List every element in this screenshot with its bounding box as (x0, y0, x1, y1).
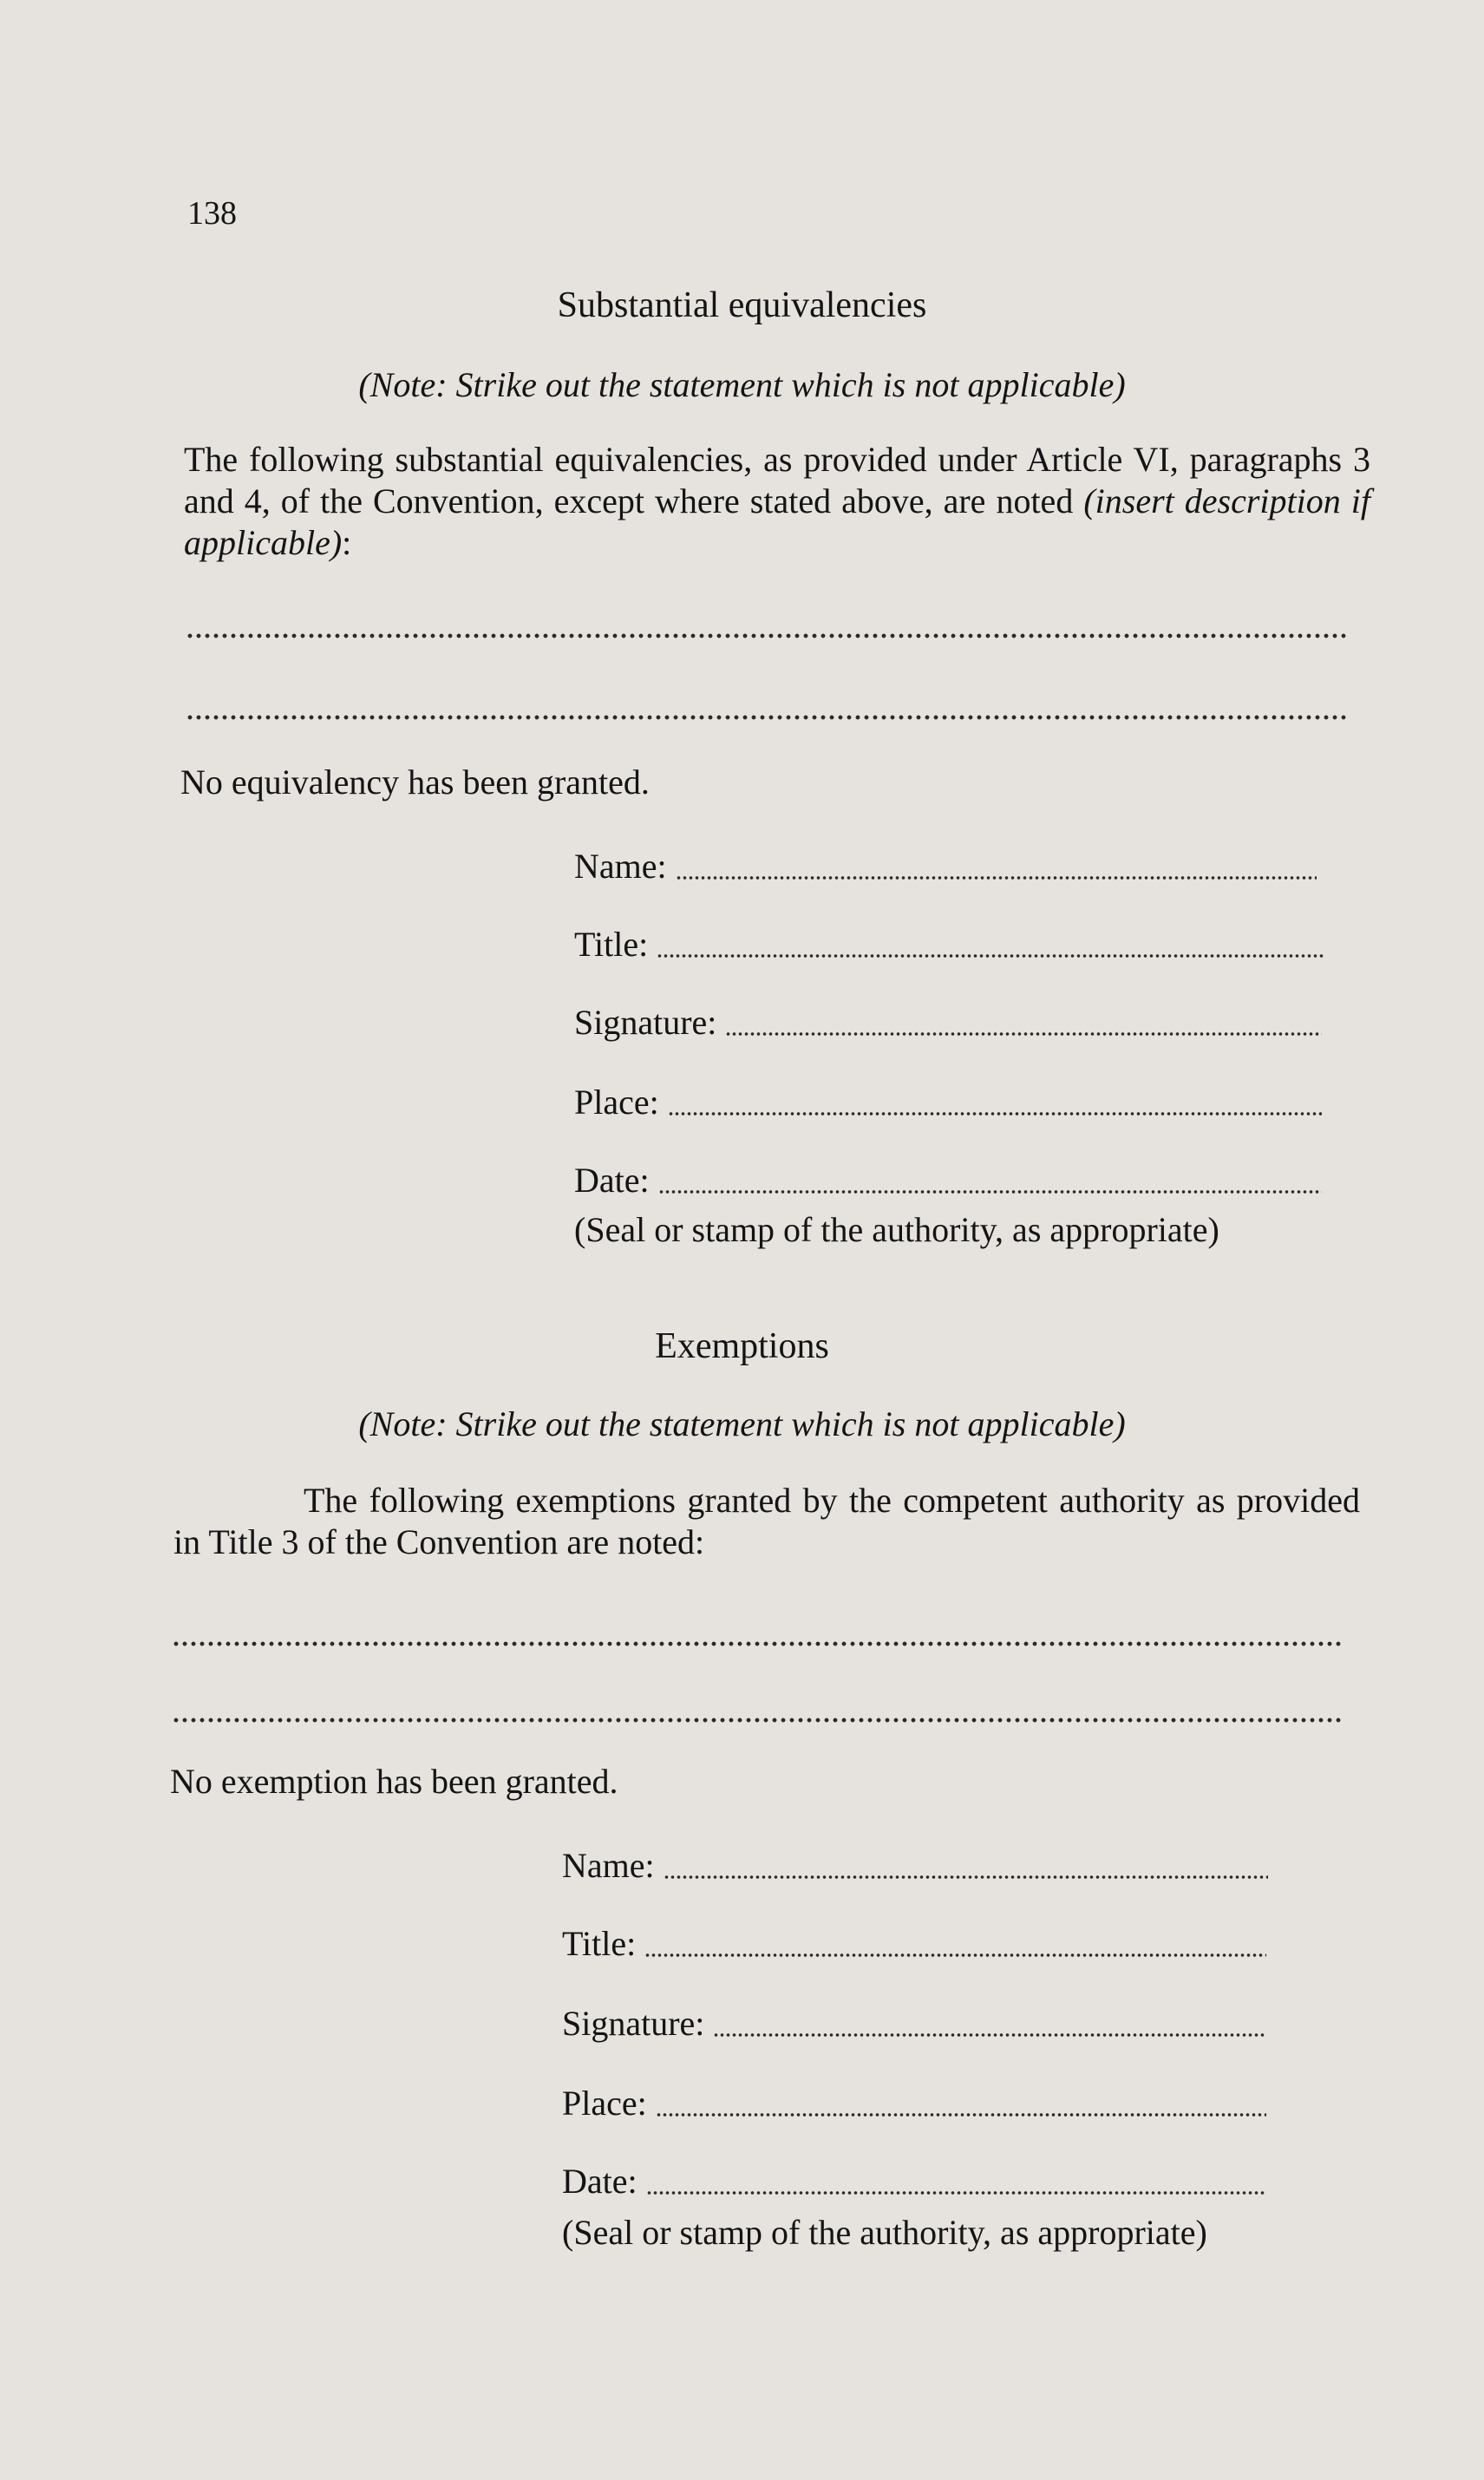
equivalencies-intro-text: The following substantial equivalencies, as provided under Article VI, paragraphs 3 and 4, of the Convention, except where stated above, are noted (184, 440, 1370, 520)
dotted-fill (644, 1952, 1266, 1959)
field-label: Name: (562, 1846, 655, 1885)
exemptions-seal-note: (Seal or stamp of the authority, as appropriate) (562, 2213, 1207, 2252)
field-label: Title: (574, 925, 649, 964)
exemptions-name-field (562, 1842, 1268, 1886)
equivalencies-dotted-line-2 (186, 713, 1350, 722)
equivalencies-heading: Substantial equivalencies (557, 285, 927, 325)
equivalencies-date-field (574, 1157, 1322, 1201)
dotted-fill (664, 1874, 1268, 1881)
exemptions-note: (Note: Strike out the statement which is not applicable) (358, 1404, 1126, 1443)
dotted-fill (713, 2032, 1265, 2038)
exemptions-dotted-line-1 (172, 1639, 1343, 1648)
dotted-fill (668, 1110, 1322, 1117)
dotted-fill (657, 952, 1325, 959)
equivalencies-name-field (574, 843, 1317, 887)
exemptions-intro: The following exemptions granted by the competent authority as provided in Title 3 of the Convention are noted: (173, 1481, 1360, 1561)
field-label: Signature: (562, 2004, 705, 2043)
field-label: Title: (562, 1924, 637, 1963)
equivalencies-seal-note: (Seal or stamp of the authority, as appropriate) (574, 1210, 1219, 1249)
exemptions-none-granted: No exemption has been granted. (170, 1762, 618, 1801)
exemptions-heading: Exemptions (655, 1326, 829, 1366)
equivalencies-dotted-line-1 (186, 631, 1350, 640)
dotted-fill (646, 2189, 1265, 2196)
field-label: Place: (562, 2084, 647, 2123)
equivalencies-intro-italic: (insert description if applicable) (184, 481, 1371, 562)
field-label: Name: (574, 847, 667, 886)
equivalencies-place-field (574, 1079, 1322, 1122)
field-label: Place: (574, 1083, 659, 1122)
field-label: Signature: (574, 1003, 717, 1042)
equivalencies-signature-field (574, 999, 1322, 1043)
dotted-fill (656, 2111, 1266, 2118)
equivalencies-intro-end: : (342, 523, 352, 562)
dotted-fill (676, 874, 1317, 881)
field-label: Date: (562, 2162, 637, 2201)
exemptions-place-field (562, 2080, 1266, 2123)
page-number: 138 (187, 195, 237, 232)
equivalencies-title-field (574, 921, 1325, 965)
equivalencies-intro (184, 439, 1370, 564)
exemptions-signature-field (562, 2000, 1265, 2044)
exemptions-date-field (562, 2158, 1265, 2202)
equivalencies-note: (Note: Strike out the statement which is not applicable) (358, 365, 1126, 404)
equivalencies-none-granted: No equivalency has been granted. (180, 762, 650, 802)
exemptions-dotted-line-2 (172, 1716, 1343, 1724)
exemptions-title-field (562, 1921, 1266, 1964)
field-label: Date: (574, 1161, 650, 1200)
dotted-fill (725, 1031, 1322, 1037)
dotted-fill (658, 1188, 1322, 1195)
